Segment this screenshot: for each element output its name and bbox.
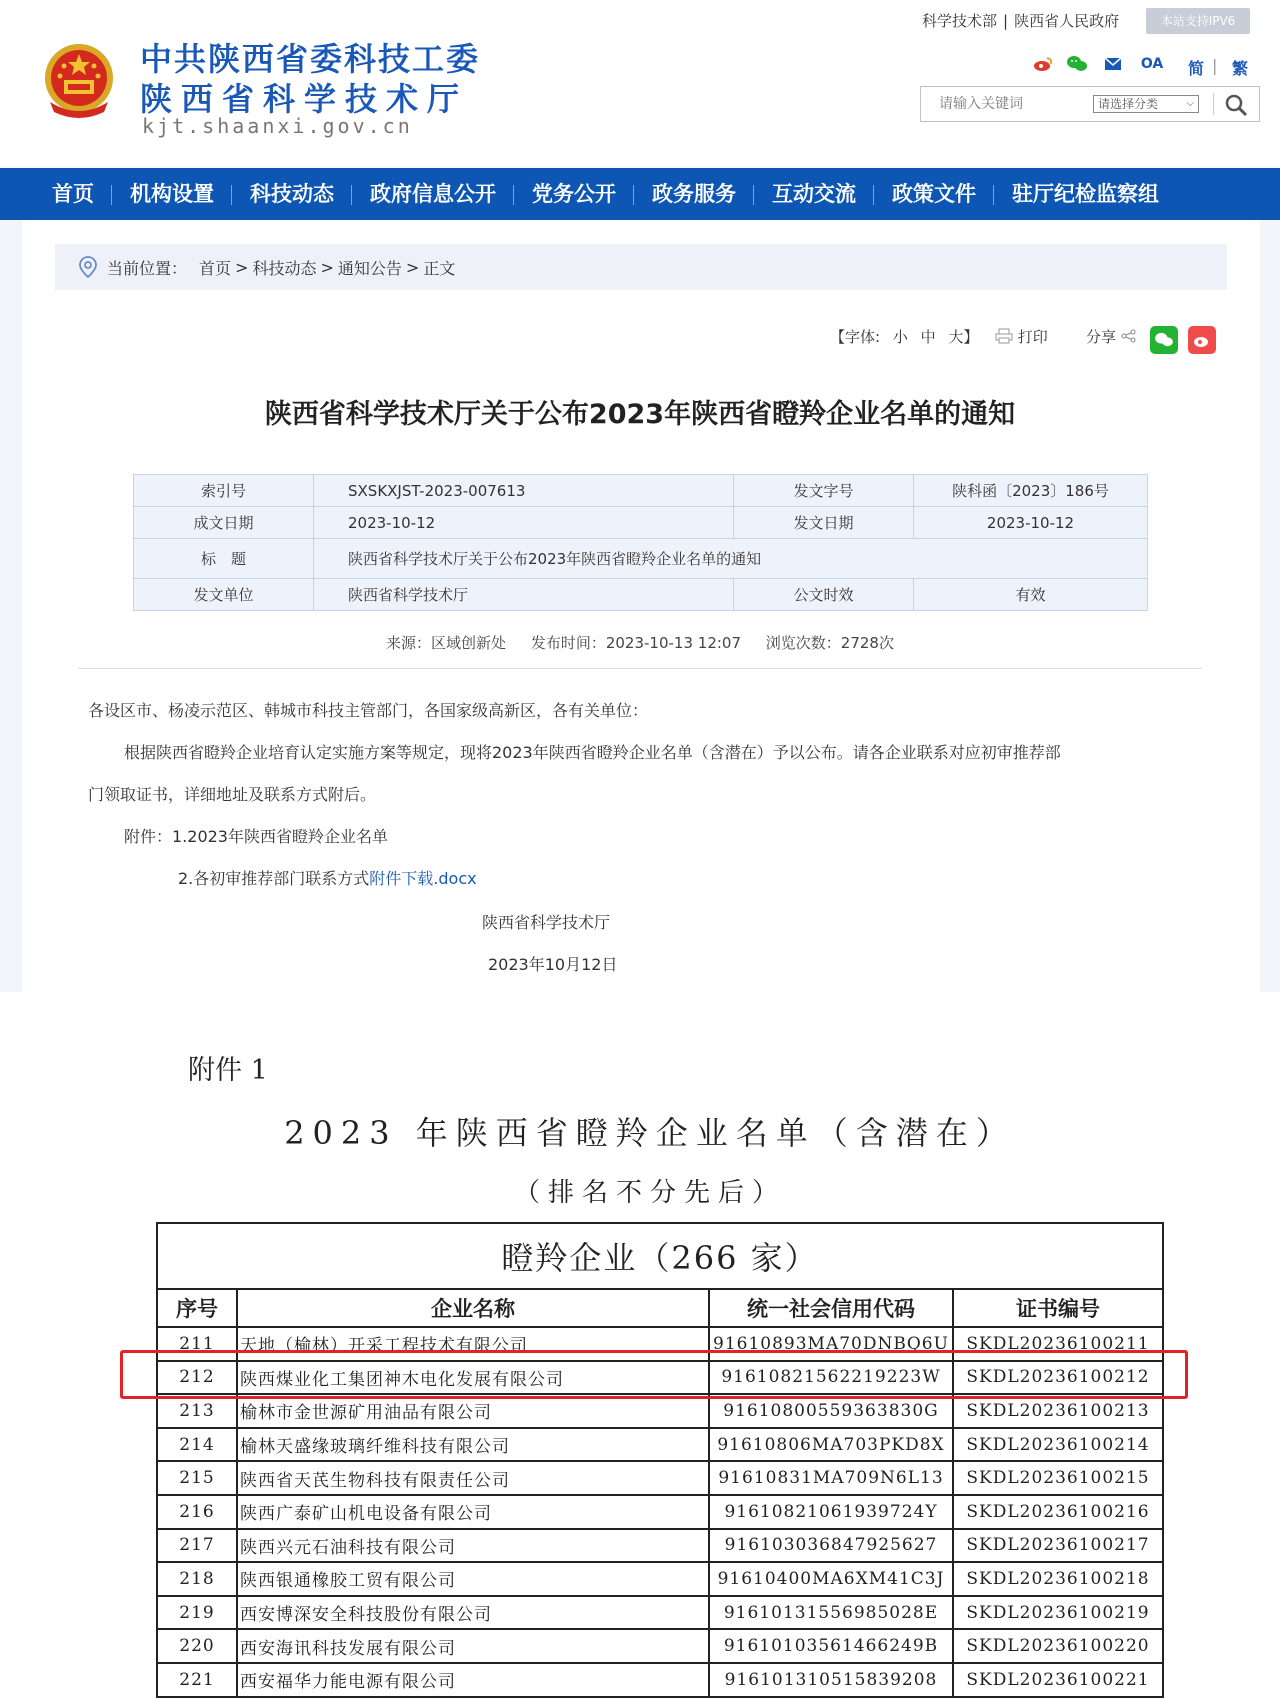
row-number: 214: [157, 1428, 237, 1462]
body-paragraph-line2: 门领取证书，详细地址及联系方式附后。: [88, 785, 377, 804]
source-text: 来源：区域创新处: [386, 634, 507, 652]
company-name: 陕西广泰矿山机电设备有限公司: [237, 1495, 709, 1529]
table-row: [157, 1361, 1163, 1395]
main-nav: [0, 168, 1280, 220]
breadcrumb-separator: >: [320, 257, 334, 277]
table-row: [157, 1596, 1163, 1630]
print-label: 打印: [1017, 328, 1048, 346]
column-header: 企业名称: [237, 1289, 709, 1327]
attachment-title: 2023 年陕西省瞪羚企业名单（含潜在）: [284, 1114, 1016, 1152]
row-number: 216: [157, 1495, 237, 1529]
breadcrumb-item-current: 正文: [423, 258, 456, 278]
company-name: 陕西煤业化工集团神木电化发展有限公司: [237, 1361, 709, 1395]
certificate-number: SKDL20236100215: [953, 1461, 1163, 1495]
table-caption: 瞪羚企业（266 家）: [157, 1223, 1163, 1289]
national-emblem-icon: [40, 40, 118, 122]
breadcrumb-item-home[interactable]: 首页: [199, 258, 232, 278]
table-row: [157, 1562, 1163, 1596]
share-label-group: [1086, 326, 1137, 347]
credit-code: 916101310515839208: [709, 1663, 953, 1697]
meta-label: 标 题: [134, 539, 314, 579]
table-row: [157, 1428, 1163, 1462]
credit-code: 91610831MA709N6L13: [709, 1461, 953, 1495]
table-row: [157, 1495, 1163, 1529]
search-box: [920, 86, 1260, 122]
row-number: 220: [157, 1629, 237, 1663]
attachment-item-2-text: 2.各初审推荐部门联系方式: [178, 869, 370, 888]
meta-label: 发文字号: [734, 475, 914, 507]
certificate-number: SKDL20236100221: [953, 1663, 1163, 1697]
certificate-number: SKDL20236100216: [953, 1495, 1163, 1529]
site-domain: kjt.shaanxi.gov.cn: [142, 114, 413, 138]
credit-code: 91610800559363830G: [709, 1394, 953, 1428]
breadcrumb: [55, 244, 1227, 290]
search-icon: [1221, 91, 1253, 119]
column-header: 统一社会信用代码: [709, 1289, 953, 1327]
table-row: [157, 1327, 1163, 1361]
weibo-icon[interactable]: [1032, 54, 1054, 74]
site-title-line1: 中共陕西省委科技工委: [140, 40, 481, 78]
table-row: [157, 1461, 1163, 1495]
credit-code: 91610893MA70DNBQ6U: [709, 1327, 953, 1361]
breadcrumb-label: 当前位置：: [107, 258, 188, 278]
company-name: 陕西兴元石油科技有限公司: [237, 1529, 709, 1563]
credit-code: 916103036847925627: [709, 1529, 953, 1563]
meta-value: 陕科函〔2023〕186号: [914, 475, 1148, 507]
views-text: 浏览次数：2728次: [765, 634, 894, 652]
certificate-number: SKDL20236100220: [953, 1629, 1163, 1663]
lang-traditional[interactable]: 繁: [1232, 59, 1249, 78]
breadcrumb-item-tech-news[interactable]: 科技动态: [252, 258, 317, 278]
credit-code: 91610400MA6XM41C3J: [709, 1562, 953, 1596]
wechat-icon: [1154, 332, 1174, 348]
font-medium-button[interactable]: 中: [920, 328, 936, 346]
nav-item-interaction[interactable]: 互动交流: [754, 168, 874, 220]
lang-separator: |: [1212, 56, 1218, 75]
row-number: 213: [157, 1394, 237, 1428]
certificate-number: SKDL20236100218: [953, 1562, 1163, 1596]
font-size-label: 【字体:: [830, 328, 881, 346]
font-size-tools: [830, 326, 978, 347]
search-category-select[interactable]: [1093, 95, 1199, 113]
font-small-button[interactable]: 小: [892, 328, 908, 346]
breadcrumb-separator: >: [235, 257, 249, 277]
nav-item-gov-info[interactable]: 政府信息公开: [352, 168, 514, 220]
company-name: 天地（榆林）开采工程技术有限公司: [237, 1327, 709, 1361]
chevron-down-icon: ⌵: [1186, 98, 1194, 109]
lang-simplified[interactable]: 简: [1188, 59, 1205, 78]
meta-value: 有效: [914, 579, 1148, 611]
company-name: 西安福华力能电源有限公司: [237, 1663, 709, 1697]
signature: 陕西省科学技术厅: [482, 913, 611, 932]
body-paragraph-line1: 根据陕西省瞪羚企业培育认定实施方案等规定，现将2023年陕西省瞪羚企业名单（含潜在）予以公布。请各企业联系对应初审推荐部: [124, 743, 1061, 762]
company-name: 西安海讯科技发展有限公司: [237, 1629, 709, 1663]
site-header: [0, 0, 1280, 168]
meta-value: 陕西省科学技术厅关于公布2023年陕西省瞪羚企业名单的通知: [314, 539, 1148, 579]
meta-label: 公文时效: [734, 579, 914, 611]
breadcrumb-separator: >: [405, 257, 420, 277]
column-header: 序号: [157, 1289, 237, 1327]
publish-info: [0, 632, 1280, 653]
credit-code: 91610131556985028E: [709, 1596, 953, 1630]
credit-code: 91610806MA703PKD8X: [709, 1428, 953, 1462]
meta-label: 发文单位: [134, 579, 314, 611]
sign-date: 2023年10月12日: [488, 955, 618, 974]
nav-item-services[interactable]: 政务服务: [634, 168, 754, 220]
share-label: 分享: [1086, 328, 1117, 346]
ipv6-badge: 本站支持IPV6: [1146, 8, 1250, 34]
top-link-provincial-gov[interactable]: 陕西省人民政府: [1014, 12, 1120, 30]
row-number: 219: [157, 1596, 237, 1630]
row-number: 218: [157, 1562, 237, 1596]
credit-code: 91610821562219223W: [709, 1361, 953, 1395]
nav-item-home[interactable]: 首页: [34, 168, 112, 220]
attachment-subtitle: （排名不分先后）: [513, 1178, 786, 1208]
nav-item-party-affairs[interactable]: 党务公开: [514, 168, 634, 220]
certificate-number: SKDL20236100214: [953, 1428, 1163, 1462]
publish-time-text: 发布时间：2023-10-13 12:07: [530, 634, 741, 652]
attachment-item-1: 附件：1.2023年陕西省瞪羚企业名单: [124, 827, 388, 846]
article-title: 陕西省科学技术厅关于公布2023年陕西省瞪羚企业名单的通知: [264, 399, 1016, 430]
share-weibo-button[interactable]: [1188, 326, 1216, 354]
credit-code: 916108210619397​24Y: [709, 1495, 953, 1529]
nav-item-discipline[interactable]: 驻厅纪检监察组: [1012, 182, 1159, 206]
nav-item-tech-news[interactable]: 科技动态: [232, 168, 352, 220]
certificate-number: SKDL20236100211: [953, 1327, 1163, 1361]
wechat-icon[interactable]: [1066, 54, 1088, 74]
mail-icon[interactable]: [1102, 54, 1124, 74]
gazelle-enterprise-table: [156, 1222, 1164, 1698]
nav-item-organization[interactable]: 机构设置: [112, 168, 232, 220]
company-name: 榆林市金世源矿用油品有限公司: [237, 1394, 709, 1428]
document-meta-table: [133, 474, 1148, 611]
table-row: [157, 1663, 1163, 1697]
attachment-label: 附件 1: [188, 1055, 268, 1086]
oa-icon[interactable]: OA: [1140, 56, 1164, 72]
company-name: 陕西银通橡胶工贸有限公司: [237, 1562, 709, 1596]
share-icon: [1121, 329, 1137, 343]
meta-value: SXSKXJST-2023-007613: [314, 475, 734, 507]
printer-icon: [995, 328, 1013, 344]
row-number: 212: [157, 1361, 237, 1395]
meta-label: 发文日期: [734, 507, 914, 539]
certificate-number: SKDL20236100217: [953, 1529, 1163, 1563]
meta-value: 陕西省科学技术厅: [314, 579, 734, 611]
certificate-number: SKDL20236100219: [953, 1596, 1163, 1630]
site-title-line2: 陕西省科学技术厅: [140, 80, 469, 118]
column-header: 证书编号: [953, 1289, 1163, 1327]
top-links: [922, 10, 1119, 31]
font-large-button[interactable]: 大】: [948, 328, 979, 346]
search-category-value: 请选择分类: [1098, 97, 1159, 111]
company-name: 陕西省天芪生物科技有限责任公司: [237, 1461, 709, 1495]
meta-label: 索引号: [134, 475, 314, 507]
attachment-item-2: [178, 866, 477, 889]
location-pin-icon: [79, 256, 97, 278]
credit-code: 91610103561466249B: [709, 1629, 953, 1663]
nav-item-policy[interactable]: 政策文件: [874, 168, 994, 220]
print-button[interactable]: [995, 326, 1048, 347]
weibo-icon: [1192, 332, 1212, 348]
top-link-separator: |: [1003, 12, 1009, 30]
search-divider: [1213, 93, 1214, 115]
table-row: [157, 1529, 1163, 1563]
meta-label: 成文日期: [134, 507, 314, 539]
breadcrumb-item-notices[interactable]: 通知公告: [337, 258, 402, 278]
row-number: 215: [157, 1461, 237, 1495]
search-input[interactable]: [921, 87, 1091, 121]
attachment-download-link[interactable]: 附件下载.docx: [369, 869, 477, 888]
row-number: 221: [157, 1663, 237, 1697]
salutation: 各设区市、杨凌示范区、韩城市科技主管部门，各国家级高新区，各有关单位：: [88, 701, 649, 720]
company-name: 榆林天盛缘玻璃纤维科技有限公司: [237, 1428, 709, 1462]
row-number: 217: [157, 1529, 237, 1563]
table-row: [157, 1394, 1163, 1428]
meta-value: 2023-10-12: [314, 507, 734, 539]
top-link-most[interactable]: 科学技术部: [922, 12, 998, 30]
share-wechat-button[interactable]: [1150, 326, 1178, 354]
divider: [78, 668, 1202, 669]
certificate-number: SKDL20236100212: [953, 1361, 1163, 1395]
certificate-number: SKDL20236100213: [953, 1394, 1163, 1428]
row-number: 211: [157, 1327, 237, 1361]
company-name: 西安博深安全科技股份有限公司: [237, 1596, 709, 1630]
table-row: [157, 1629, 1163, 1663]
meta-value: 2023-10-12: [914, 507, 1148, 539]
search-button[interactable]: [1221, 91, 1253, 119]
